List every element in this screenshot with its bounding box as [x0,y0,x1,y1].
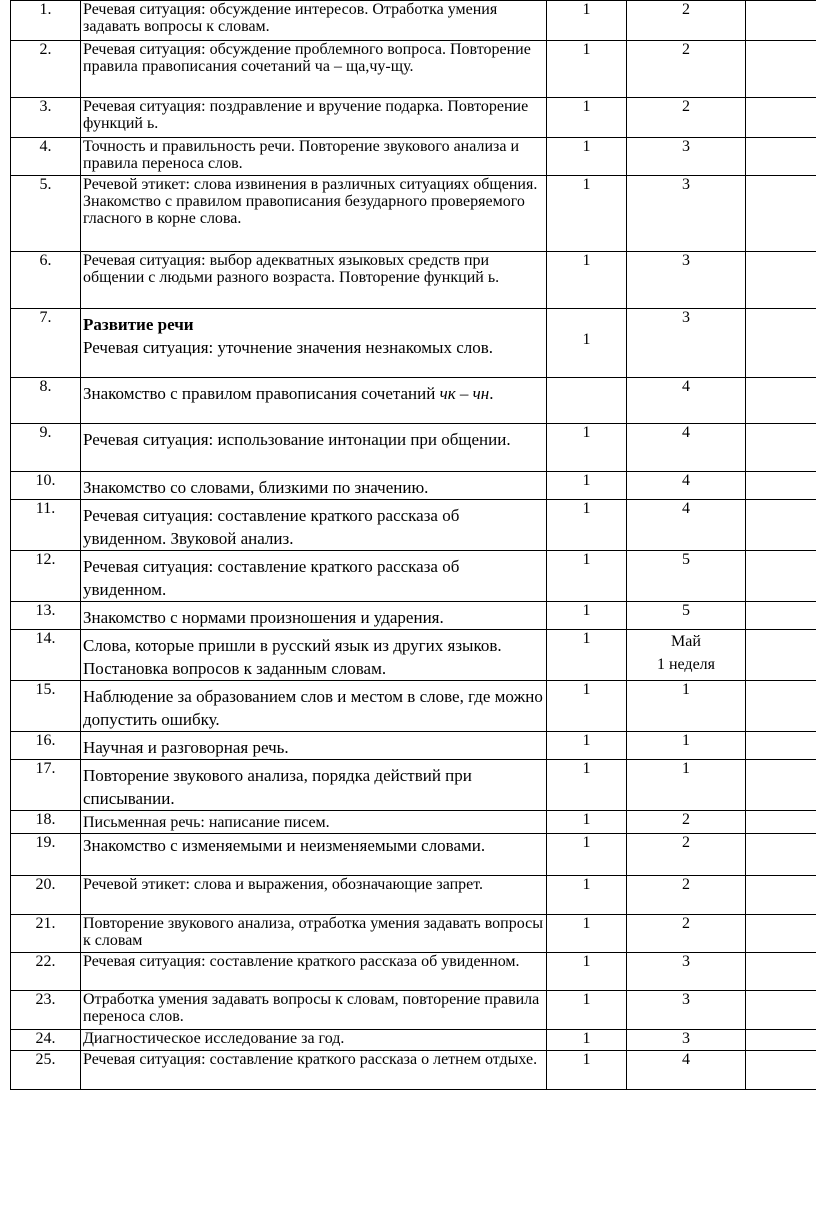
empty-cell [746,1030,816,1051]
table-row [11,378,816,424]
lesson-week: 1 [627,732,746,760]
lesson-week: 2 [627,1,746,41]
lesson-number: 23. [11,991,81,1030]
lesson-hours: 1 [547,760,627,811]
lesson-hours: 1 [547,834,627,876]
empty-cell [746,176,816,252]
lesson-hours: 1 [547,681,627,732]
table-row [11,834,816,876]
lesson-week: 3 [627,138,746,176]
table-row [11,424,816,472]
lesson-week: 4 [627,472,746,500]
lesson-topic: Повторение звукового анализа, порядка действий при списывании. [81,760,547,811]
table-row [11,41,816,98]
lesson-topic: Знакомство с нормами произношения и ударения. [81,602,547,630]
lesson-week: 4 [627,500,746,551]
empty-cell [746,551,816,602]
lesson-week: 2 [627,915,746,953]
table-row [11,500,816,551]
lesson-week: 3 [627,176,746,252]
table-row [11,176,816,252]
lesson-number: 15. [11,681,81,732]
table-row [11,1,816,41]
lesson-number: 9. [11,424,81,472]
lesson-topic-text: Знакомство с правилом правописания сочетаний [83,384,440,403]
section-heading: Развитие речи [83,315,194,334]
lesson-week: 1 [627,681,746,732]
table-row [11,915,816,953]
empty-cell [746,760,816,811]
lesson-topic-italic: чк – чн [439,384,490,403]
lesson-number: 3. [11,98,81,138]
lesson-topic: Речевой этикет: слова извинения в различных ситуациях общения. Знакомство с правилом правописания безударного проверяемого гласного в корне слова. [81,176,547,252]
empty-cell [746,41,816,98]
table-row [11,98,816,138]
table-row [11,953,816,991]
table-row [11,732,816,760]
lesson-number: 20. [11,876,81,915]
lesson-number: 11. [11,500,81,551]
lesson-topic: Речевая ситуация: выбор адекватных языковых средств при общении с людьми разного возраста. Повторение функций ь. [81,252,547,309]
lesson-number: 22. [11,953,81,991]
lesson-week: 5 [627,602,746,630]
table-row [11,1030,816,1051]
lesson-week: 2 [627,876,746,915]
table-row [11,138,816,176]
empty-cell [746,98,816,138]
lesson-hours: 1 [547,1030,627,1051]
empty-cell [746,991,816,1030]
lesson-topic-text: Речевая ситуация: уточнение значения незнакомых слов. [83,338,494,357]
lesson-week: 2 [627,41,746,98]
lesson-topic: Знакомство с изменяемыми и неизменяемыми словами. [81,834,547,876]
empty-cell [746,630,816,681]
lesson-hours [547,378,627,424]
empty-cell [746,602,816,630]
empty-cell [746,309,816,378]
empty-cell [746,1,816,41]
table-row [11,630,816,681]
table-row [11,681,816,732]
lesson-week: 2 [627,98,746,138]
lesson-topic: Речевая ситуация: составление краткого рассказа об увиденном. [81,551,547,602]
lesson-topic: Научная и разговорная речь. [81,732,547,760]
lesson-week: 2 [627,834,746,876]
lesson-hours: 1 [547,176,627,252]
empty-cell [746,834,816,876]
lesson-number: 14. [11,630,81,681]
lesson-week-label: 1 неделя [656,656,716,673]
lesson-hours: 1 [547,991,627,1030]
lesson-week [627,630,746,681]
lesson-topic: Повторение звукового анализа, отработка умения задавать вопросы к словам [81,915,547,953]
lesson-number: 24. [11,1030,81,1051]
lesson-hours: 1 [547,811,627,834]
lesson-hours: 1 [547,551,627,602]
lesson-hours: 1 [547,1,627,41]
table-row [11,551,816,602]
lesson-topic: Письменная речь: написание писем. [81,811,547,834]
empty-cell [746,915,816,953]
lesson-topic-end: . [489,384,494,403]
lesson-number: 1. [11,1,81,41]
lesson-hours: 1 [547,915,627,953]
lesson-topic: Отработка умения задавать вопросы к словам, повторение правила переноса слов. [81,991,547,1030]
lesson-topic: Диагностическое исследование за год. [81,1030,547,1051]
lesson-hours: 1 [547,953,627,991]
lesson-topic: Речевая ситуация: обсуждение проблемного вопроса. Повторение правила правописания сочетаний ча – ща,чу-щу. [81,41,547,98]
lesson-topic: Точность и правильность речи. Повторение звукового анализа и правила переноса слов. [81,138,547,176]
lesson-number: 19. [11,834,81,876]
empty-cell [746,1051,816,1090]
lesson-week: 3 [627,991,746,1030]
table-row [11,1051,816,1090]
table-row [11,309,816,378]
table-row [11,991,816,1030]
lesson-hours: 1 [547,98,627,138]
lesson-hours: 1 [547,1051,627,1090]
lesson-number: 2. [11,41,81,98]
lesson-number: 16. [11,732,81,760]
lesson-hours: 1 [547,876,627,915]
table-row [11,811,816,834]
lesson-number: 6. [11,252,81,309]
lesson-week: 1 [627,760,746,811]
table-row [11,602,816,630]
lesson-topic: Речевая ситуация: поздравление и вручение подарка. Повторение функций ь. [81,98,547,138]
lesson-hours: 1 [547,41,627,98]
lesson-hours: 1 [547,472,627,500]
lesson-topic: Речевой этикет: слова и выражения, обозначающие запрет. [81,876,547,915]
lesson-number: 4. [11,138,81,176]
lesson-week: 5 [627,551,746,602]
empty-cell [746,681,816,732]
empty-cell [746,472,816,500]
lesson-topic: Речевая ситуация: составление краткого рассказа о летнем отдыхе. [81,1051,547,1090]
lesson-week: 4 [627,378,746,424]
empty-cell [746,500,816,551]
table-row [11,252,816,309]
empty-cell [746,252,816,309]
table-row [11,876,816,915]
lesson-topic: Речевая ситуация: составление краткого рассказа об увиденном. [81,953,547,991]
lesson-number: 8. [11,378,81,424]
lesson-week: 4 [627,424,746,472]
lesson-plan-table [10,0,816,1090]
table-row [11,472,816,500]
lesson-number: 18. [11,811,81,834]
lesson-week: 3 [627,252,746,309]
lesson-week: 4 [627,1051,746,1090]
lesson-week: 3 [627,1030,746,1051]
lesson-hours: 1 [547,630,627,681]
lesson-number: 25. [11,1051,81,1090]
lesson-topic: Знакомство со словами, близкими по значению. [81,472,547,500]
lesson-number: 13. [11,602,81,630]
lesson-number: 12. [11,551,81,602]
lesson-number: 17. [11,760,81,811]
lesson-topic: Речевая ситуация: обсуждение интересов. Отработка умения задавать вопросы к словам. [81,1,547,41]
lesson-topic [81,309,547,378]
lesson-hours: 1 [547,732,627,760]
lesson-hours: 1 [547,424,627,472]
empty-cell [746,378,816,424]
lesson-topic: Наблюдение за образованием слов и местом в слове, где можно допустить ошибку. [81,681,547,732]
empty-cell [746,424,816,472]
table-row [11,760,816,811]
lesson-number: 7. [11,309,81,378]
empty-cell [746,732,816,760]
lesson-hours: 1 [547,602,627,630]
lesson-topic: Речевая ситуация: составление краткого рассказа об увиденном. Звуковой анализ. [81,500,547,551]
lesson-topic: Речевая ситуация: использование интонации при общении. [81,424,547,472]
lesson-hours: 1 [547,138,627,176]
lesson-number: 21. [11,915,81,953]
lesson-number: 10. [11,472,81,500]
lesson-hours: 1 [547,309,627,378]
empty-cell [746,811,816,834]
empty-cell [746,876,816,915]
lesson-hours: 1 [547,500,627,551]
empty-cell [746,138,816,176]
lesson-week: 3 [627,953,746,991]
lesson-month: Май [671,633,701,650]
empty-cell [746,953,816,991]
lesson-week: 3 [627,309,746,378]
lesson-week: 2 [627,811,746,834]
lesson-number: 5. [11,176,81,252]
lesson-topic: Слова, которые пришли в русский язык из других языков. Постановка вопросов к заданным словам. [81,630,547,681]
lesson-topic [81,378,547,424]
lesson-hours: 1 [547,252,627,309]
